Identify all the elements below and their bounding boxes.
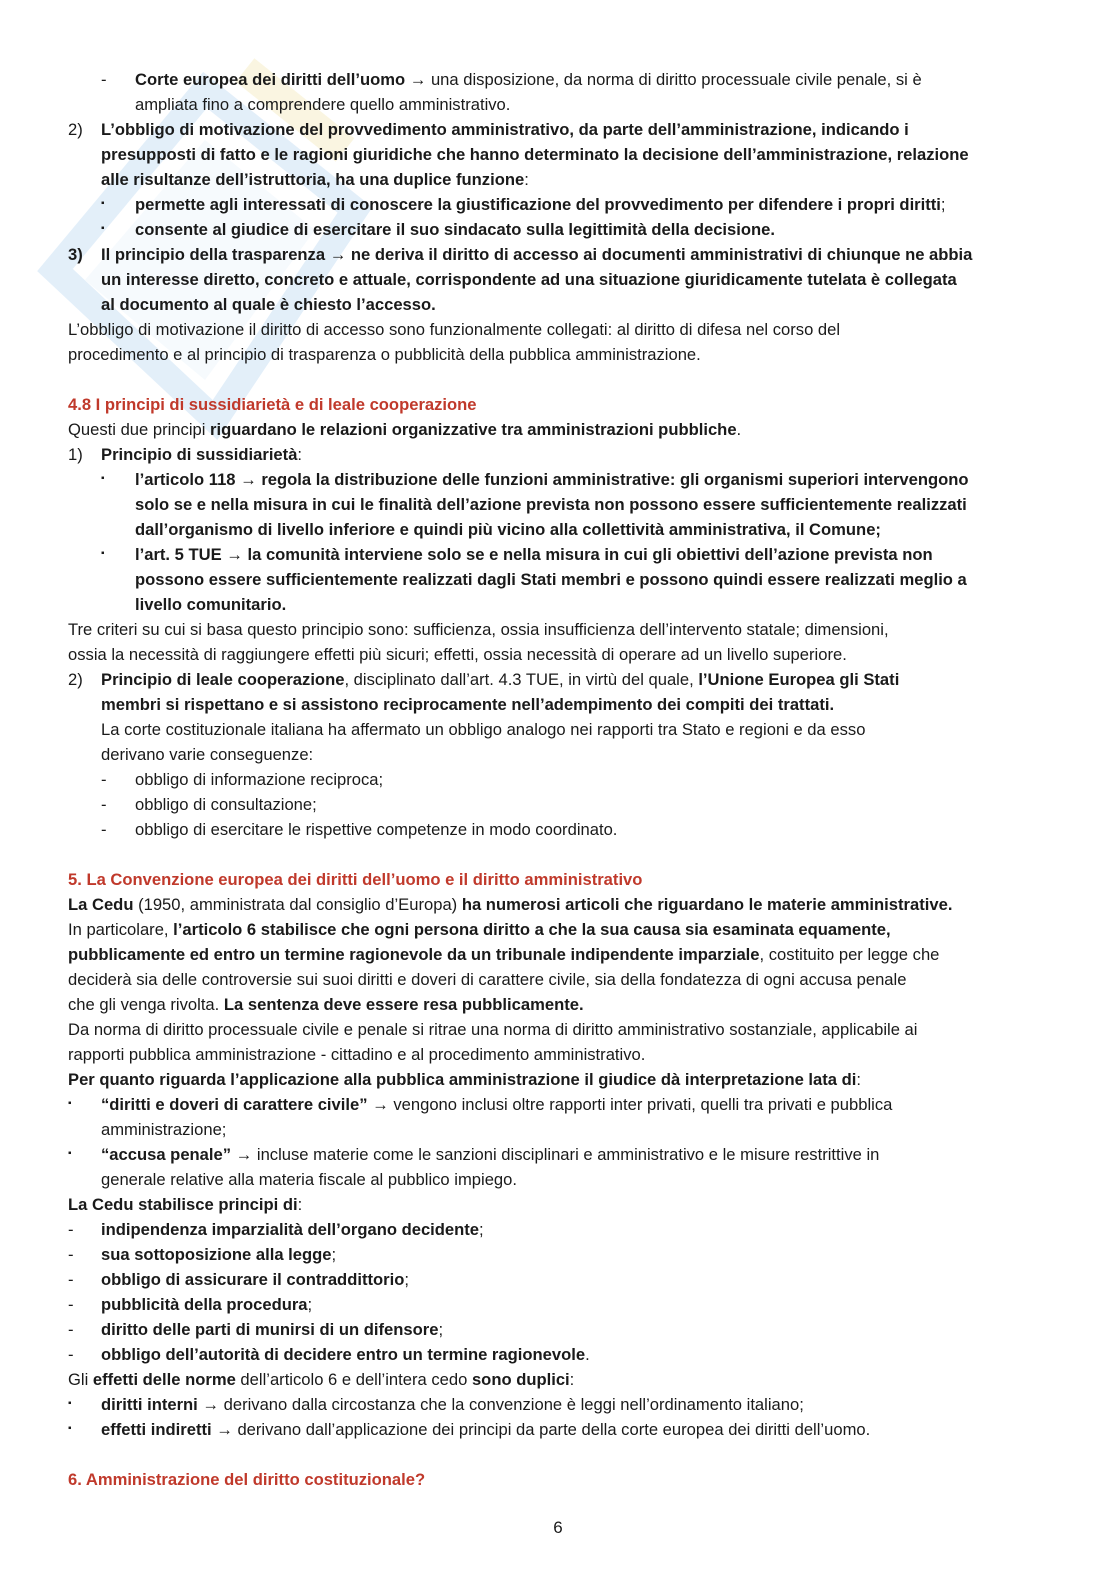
list-item: - indipendenza imparzialità dell’organo decidente; xyxy=(68,1220,484,1239)
list-item: 3) Il principio della trasparenza → ne deriva il diritto di accesso ai documenti amministrativi di chiunque ne abbia xyxy=(68,245,973,264)
section-heading: 4.8 I principi di sussidiarietà e di leale cooperazione xyxy=(68,395,477,414)
list-item: - sua sottoposizione alla legge; xyxy=(68,1245,337,1264)
page-number: 6 xyxy=(553,1518,563,1537)
list-item: - pubblicità della procedura; xyxy=(68,1295,313,1314)
list-item: - Corte europea dei diritti dell’uomo → una disposizione, da norma di diritto processuale civile penale, si è xyxy=(101,70,922,89)
list-item: ▪ l’art. 5 TUE → la comunità interviene solo se e nella misura in cui gli obiettivi dell’azione prevista non xyxy=(101,545,933,564)
list-item: - obbligo di informazione reciproca; xyxy=(101,770,384,789)
list-item: 2) L’obbligo di motivazione del provvedimento amministrativo, da parte dell’amministrazione, indicando i xyxy=(68,120,909,139)
list-item: - obbligo di consultazione; xyxy=(101,795,317,814)
list-item: - diritto delle parti di munirsi di un difensore; xyxy=(68,1320,444,1339)
list-item: ▪ l’articolo 118 → regola la distribuzione delle funzioni amministrative: gli organismi superiori intervengono xyxy=(101,470,969,489)
list-item: ▪ permette agli interessati di conoscere la giustificazione del provvedimento per difendere i propri diritti; xyxy=(101,195,946,214)
list-item: ▪ effetti indiretti → derivano dall’applicazione dei principi da parte della corte europea dei diritti dell’uomo. xyxy=(68,1420,871,1439)
section-heading: 5. La Convenzione europea dei diritti dell’uomo e il diritto amministrativo xyxy=(68,870,643,889)
list-item: - obbligo di esercitare le rispettive competenze in modo coordinato. xyxy=(101,820,618,839)
list-item: - obbligo dell’autorità di decidere entro un termine ragionevole. xyxy=(68,1345,590,1364)
document-page: - Corte europea dei diritti dell’uomo → una disposizione, da norma di diritto processuale civile penale, si è ampliata fino a comprendere quello amministrativo. 2) L’obbligo di motivazione del provvedimento amministrativo, da parte dell’amministrazione, indicando i presupposti di fatto e le ragioni giuridiche che hanno determinato la decisione dell’amministrazione, relazione alle risultanze dell’istruttoria, ha una duplice funzione: ▪ permette agli interessati di conoscere la giustificazione del provvedimento per difendere i propri diritti; ▪ consente al giudice di esercitare il suo sindacato sulla legittimità della decisione. 3) Il principio della trasparenza → ne deriva il diritto di accesso ai documenti amministrativi di chiunque ne abbia un interesse diretto, concreto e attuale, corrispondente ad una situazione giuridicamente tutelata è collegata al documento al quale è chiesto l’accesso. L’obbligo di motivazione il diritto di accesso sono funzionalmente collegati: al diritto di difesa nel corso del procedimento e al principio di trasparenza o pubblicità della pubblica amministrazione. 4.8 I principi di sussidiarietà e di leale cooperazione Questi due principi riguardano le relazioni organizzative tra amministrazioni pubbliche. 1) Principio di sussidiarietà: ▪ l’articolo 118 → regola la distribuzione delle funzioni amministrative: gli organismi superiori intervengono solo se e nella misura in cui le finalità dell’azione prevista non possono essere sufficientemente realizzati dall’organismo di livello inferiore e quindi più vicino alla collettività amministrativa, il Comune; ▪ l’art. 5 TUE → la comunità interviene solo se e nella misura in cui gli obiettivi dell’azione prevista non possono essere sufficientemente realizzati dagli Stati membri e possono quindi essere realizzati meglio a livello comunitario. Tre criteri su cui si basa questo principio sono: sufficienza, ossia insufficienza dell’intervento statale; dimensioni, ossia la necessità di raggiungere effetti più sicuri; effetti, ossia necessità di operare ad un livello superiore. 2) Principio di leale cooperazione, disciplinato dall’art. 4.3 TUE, in virtù del quale, l’Unione Europea gli Stati membri si rispettano e si assistono reciprocamente nell’adempimento dei compiti dei trattati. La corte costituzionale italiana ha affermato un obbligo analogo nei rapporti tra Stato e regioni e da esso derivano varie conseguenze: - obbligo di informazione reciproca; - obbligo di consultazione; - obbligo di esercitare le rispettive competenze in modo coordinato. 5. La Convenzione europea dei diritti dell’uomo e il diritto amministrativo La Cedu (1950, amministrata dal consiglio d’Europa) ha numerosi articoli che riguardano le materie amministrative. In particolare, l’articolo 6 stabilisce che ogni persona diritto a che la sua causa sia esaminata equamente, pubblicamente ed entro un termine ragionevole da un tribunale indipendente imparziale, costituito per legge che deciderà sia delle controversie sui suoi diritti e doveri di carattere civile, sia della fondatezza di ogni accusa penale che gli venga rivolta. La sentenza deve essere resa pubblicamente. Da norma di diritto processuale civile e penale si ritrae una norma di diritto amministrativo sostanziale, applicabile ai rapporti pubblica amministrazione - cittadino e al procedimento amministrativo. Per quanto riguarda l’applicazione alla pubblica amministrazione il giudice dà interpretazione lata di: ▪ “diritti e doveri di carattere civile” → vengono inclusi oltre rapporti inter privati, quelli tra privati e pubblica amministrazione; ▪ “accusa penale” → incluse materie come le sanzioni disciplinari e amministrativo e le misure restrittive in generale relative alla materia fiscale al pubblico impiego. La Cedu stabilisce principi di: - indipendenza imparzialità dell’organo decidente; - sua sottoposizione alla legge; - obbligo di assicurare il contraddittorio; - pubblicità della procedura; - diritto delle parti di munirsi di un difensore; - obbligo dell’autorità di decidere entro un termine ragionevole. Gli effetti delle norme dell’articolo 6 e dell’intera cedo sono duplici: ▪ diritti interni → derivano dalla circostanza che la convenzione è leggi nell’ordinamento italiano; ▪ effetti indiretti → derivano dall’applicazione dei principi da parte della corte europea dei diritti dell’uomo. 6. Amministrazione del diritto costituzionale? xyxy=(68,67,1048,1492)
list-item: ▪ “diritti e doveri di carattere civile” → vengono inclusi oltre rapporti inter privati, quelli tra privati e pubblica xyxy=(68,1095,893,1114)
list-item: ▪ “accusa penale” → incluse materie come le sanzioni disciplinari e amministrativo e le misure restrittive in xyxy=(68,1145,880,1164)
list-item: - obbligo di assicurare il contraddittorio; xyxy=(68,1270,409,1289)
list-item: 1) Principio di sussidiarietà: xyxy=(68,445,303,464)
section-heading: 6. Amministrazione del diritto costituzionale? xyxy=(68,1470,426,1489)
list-item: 2) Principio di leale cooperazione, disciplinato dall’art. 4.3 TUE, in virtù del quale, l’Unione Europea gli Stati xyxy=(68,670,900,689)
list-item: ▪ diritti interni → derivano dalla circostanza che la convenzione è leggi nell’ordinamento italiano; xyxy=(68,1395,804,1414)
list-item: ▪ consente al giudice di esercitare il suo sindacato sulla legittimità della decisione. xyxy=(101,220,775,239)
